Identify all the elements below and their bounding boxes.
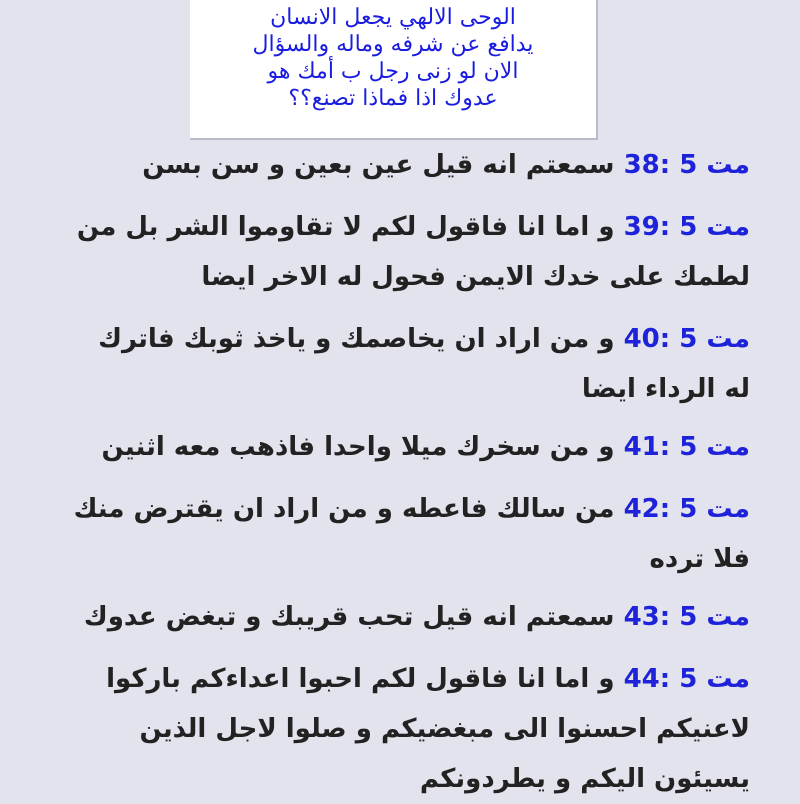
verse-text: و من سخرك ميلا واحدا فاذهب معه اثنين <box>101 432 615 462</box>
verse-line <box>40 422 750 472</box>
verse-40 <box>40 314 750 414</box>
verse-ref: :42 <box>623 494 671 524</box>
header-line: يدافع عن شرفه وماله والسؤال <box>252 32 534 57</box>
verse-42 <box>40 484 750 584</box>
verse-text: سمعتم انه قيل تحب قريبك و تبغض عدوك <box>83 602 615 632</box>
verse-text: لطمك على خدك الايمن فحول له الاخر ايضا <box>201 262 750 292</box>
verse-ref: :43 <box>623 602 671 632</box>
verse-ref: :39 <box>623 212 671 242</box>
verse-ref: :44 <box>623 664 671 694</box>
verse-text: و اما انا فاقول لكم لا تقاوموا الشر بل من <box>76 212 615 242</box>
verse-line <box>40 140 750 190</box>
verse-text: و من اراد ان يخاصمك و ياخذ ثوبك فاترك <box>98 324 615 354</box>
verse-38 <box>40 140 750 190</box>
verse-text: و اما انا فاقول لكم احبوا اعداءكم باركوا <box>106 664 615 694</box>
verse-text: يسيئون اليكم و يطردونكم <box>419 764 750 794</box>
header-line: الوحى الالهي يجعل الانسان <box>270 5 516 30</box>
header-caption <box>190 0 598 140</box>
verse-41 <box>40 422 750 472</box>
verse-ref: :38 <box>623 150 671 180</box>
verse-text: من سالك فاعطه و من اراد ان يقترض منك <box>73 494 615 524</box>
verse-44 <box>40 654 750 804</box>
header-line: الان لو زنى رجل ب أمك هو <box>267 59 519 84</box>
header-line: عدوك اذا فماذا تصنع؟؟ <box>288 86 498 111</box>
verse-ref: :40 <box>623 324 671 354</box>
verse-line <box>40 314 750 364</box>
verse-text: فلا ترده <box>649 544 750 574</box>
verse-43 <box>40 592 750 642</box>
verse-text: سمعتم انه قيل عين بعين و سن بسن <box>142 150 615 180</box>
verse-book: مت 5 <box>679 150 750 180</box>
verse-line <box>40 654 750 704</box>
verse-ref: :41 <box>623 432 671 462</box>
verse-39 <box>40 202 750 302</box>
verse-book: مت 5 <box>679 432 750 462</box>
verse-book: مت 5 <box>679 324 750 354</box>
verse-book: مت 5 <box>679 602 750 632</box>
verse-book: مت 5 <box>679 494 750 524</box>
verse-line <box>40 484 750 534</box>
verse-book: مت 5 <box>679 664 750 694</box>
verse-text: لاعنيكم احسنوا الى مبغضيكم و صلوا لاجل الذين <box>139 714 750 744</box>
verse-text: له الرداء ايضا <box>581 374 750 404</box>
verse-line <box>40 592 750 642</box>
verse-line <box>40 202 750 252</box>
verse-book: مت 5 <box>679 212 750 242</box>
